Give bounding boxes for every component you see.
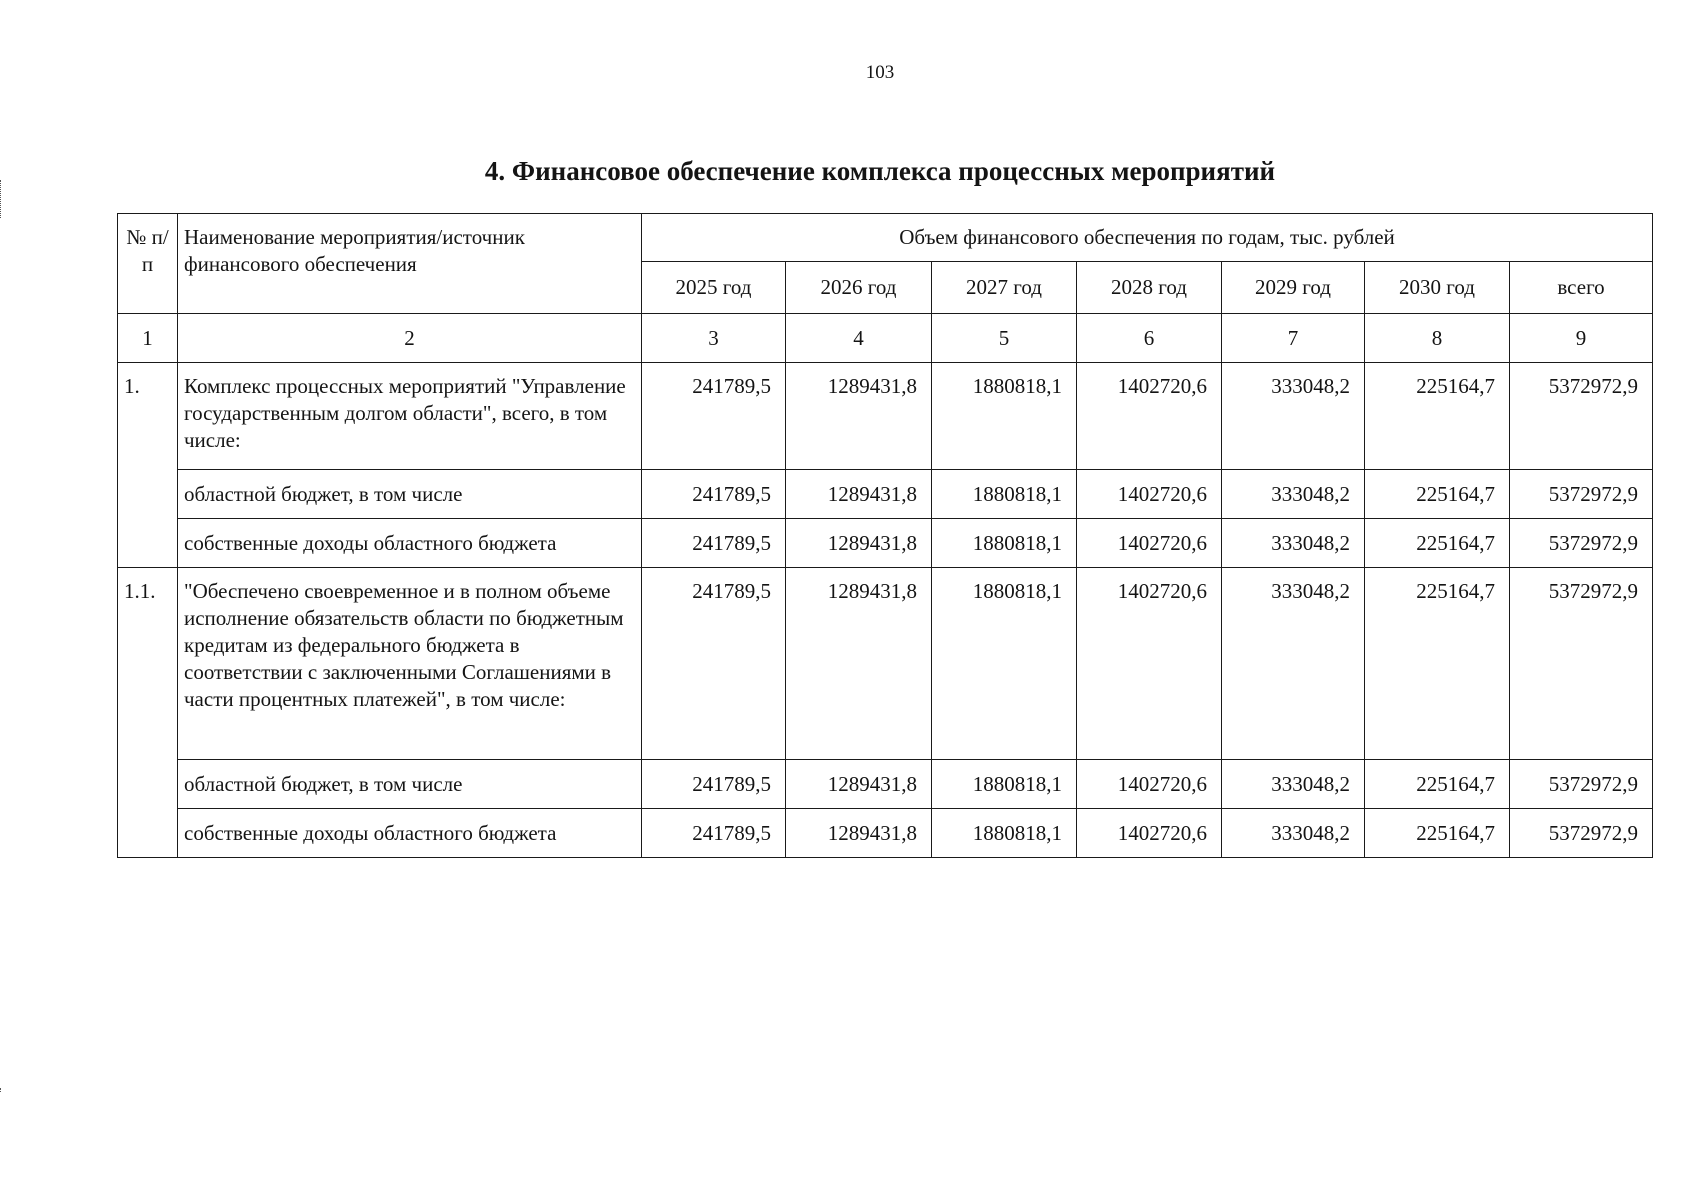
value-cell: 225164,7: [1365, 363, 1510, 470]
value-cell: 1880818,1: [932, 809, 1077, 858]
value-cell: 1402720,6: [1077, 568, 1222, 760]
value-cell-total: 5372972,9: [1510, 760, 1653, 809]
header-row: [118, 214, 1653, 262]
scan-edge-mark: [0, 1088, 6, 1092]
table-row: [118, 760, 1653, 809]
column-index: 3: [642, 314, 786, 363]
row-number: 1.1.: [118, 568, 178, 858]
table-row: [118, 363, 1653, 470]
column-index: 8: [1365, 314, 1510, 363]
row-name: "Обеспечено своевременное и в полном объеме исполнение обязательств области по бюджетным кредитам из федерального бюджета в соответствии с заключенными Соглашениями в части процентных платежей", в том числе:: [178, 568, 642, 760]
section-title: 4. Финансовое обеспечение комплекса процессных мероприятий: [484, 156, 1276, 186]
value-cell: 1880818,1: [932, 760, 1077, 809]
value-cell: 1289431,8: [786, 809, 932, 858]
column-index: 7: [1222, 314, 1365, 363]
value-cell: 225164,7: [1365, 519, 1510, 568]
value-cell: 1880818,1: [932, 470, 1077, 519]
value-cell: 225164,7: [1365, 568, 1510, 760]
column-header-name: Наименование мероприятия/источник финансового обеспечения: [178, 214, 642, 314]
value-cell: 1289431,8: [786, 760, 932, 809]
row-name: собственные доходы областного бюджета: [178, 809, 642, 858]
financing-table: [117, 213, 1653, 858]
value-cell: 333048,2: [1222, 363, 1365, 470]
value-cell: 1289431,8: [786, 363, 932, 470]
value-cell: 1402720,6: [1077, 470, 1222, 519]
row-name: областной бюджет, в том числе: [178, 470, 642, 519]
value-cell: 333048,2: [1222, 568, 1365, 760]
value-cell: 333048,2: [1222, 760, 1365, 809]
value-cell-total: 5372972,9: [1510, 568, 1653, 760]
table-row: [118, 809, 1653, 858]
value-cell: 333048,2: [1222, 470, 1365, 519]
value-cell: 333048,2: [1222, 809, 1365, 858]
table-row: [118, 470, 1653, 519]
value-cell: 241789,5: [642, 519, 786, 568]
row-name: собственные доходы областного бюджета: [178, 519, 642, 568]
value-cell: 1402720,6: [1077, 519, 1222, 568]
value-cell: 1289431,8: [786, 568, 932, 760]
column-header-year: 2028 год: [1077, 262, 1222, 314]
column-header-year: 2029 год: [1222, 262, 1365, 314]
column-header-year: 2030 год: [1365, 262, 1510, 314]
row-name: Комплекс процессных мероприятий "Управление государственным долгом области", всего, в том числе:: [178, 363, 642, 470]
value-cell: 225164,7: [1365, 470, 1510, 519]
column-index: 6: [1077, 314, 1222, 363]
value-cell: 1880818,1: [932, 568, 1077, 760]
column-index-row: [118, 314, 1653, 363]
value-cell-total: 5372972,9: [1510, 470, 1653, 519]
column-index: 4: [786, 314, 932, 363]
value-cell: 1880818,1: [932, 363, 1077, 470]
value-cell: 241789,5: [642, 809, 786, 858]
value-cell: 1289431,8: [786, 519, 932, 568]
column-header-year: 2027 год: [932, 262, 1077, 314]
column-index: 9: [1510, 314, 1653, 363]
value-cell: 1289431,8: [786, 470, 932, 519]
column-header-total: всего: [1510, 262, 1653, 314]
column-index: 2: [178, 314, 642, 363]
column-header-number: № п/п: [118, 214, 178, 314]
value-cell-total: 5372972,9: [1510, 519, 1653, 568]
column-index: 1: [118, 314, 178, 363]
value-cell: 225164,7: [1365, 760, 1510, 809]
value-cell: 1402720,6: [1077, 760, 1222, 809]
value-cell: 1402720,6: [1077, 809, 1222, 858]
value-cell: 241789,5: [642, 568, 786, 760]
value-cell-total: 5372972,9: [1510, 363, 1653, 470]
column-header-funding-group: Объем финансового обеспечения по годам, тыс. рублей: [642, 214, 1653, 262]
value-cell: 241789,5: [642, 470, 786, 519]
column-header-year: 2025 год: [642, 262, 786, 314]
table-row: [118, 568, 1653, 760]
value-cell: 1880818,1: [932, 519, 1077, 568]
value-cell: 241789,5: [642, 760, 786, 809]
table-row: [118, 519, 1653, 568]
value-cell: 225164,7: [1365, 809, 1510, 858]
value-cell: 241789,5: [642, 363, 786, 470]
row-name: областной бюджет, в том числе: [178, 760, 642, 809]
row-number: 1.: [118, 363, 178, 568]
column-index: 5: [932, 314, 1077, 363]
page-number: 103: [865, 62, 895, 83]
value-cell: 333048,2: [1222, 519, 1365, 568]
value-cell-total: 5372972,9: [1510, 809, 1653, 858]
column-header-year: 2026 год: [786, 262, 932, 314]
value-cell: 1402720,6: [1077, 363, 1222, 470]
